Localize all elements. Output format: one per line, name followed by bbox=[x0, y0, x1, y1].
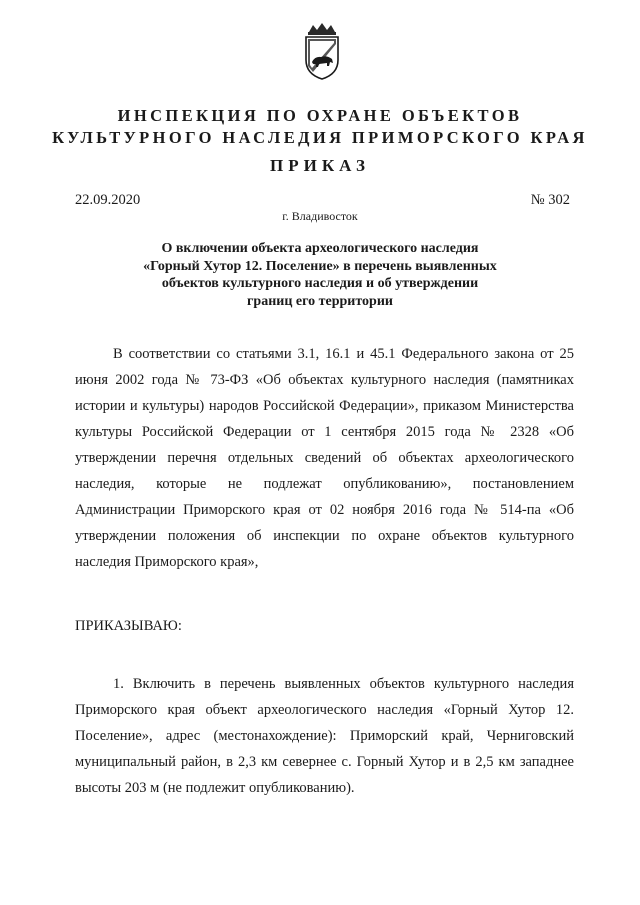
subject-line: объектов культурного наследия и об утверждении bbox=[161, 276, 479, 291]
document-subject bbox=[100, 240, 540, 310]
document-type-title: ПРИКАЗ bbox=[270, 156, 370, 175]
subject-line: границ его территории bbox=[247, 293, 393, 309]
coat-of-arms-icon bbox=[301, 22, 343, 80]
document-date: 22.09.2020 bbox=[75, 192, 141, 208]
preamble-paragraph: В соответствии со статьями 3.1, 16.1 и 45.1 Федерального закона от 25 июня 2002 года № 73-ФЗ «Об объектах культурного наследия (памятниках истории и культуры) народов Российской Федерации», приказом Министерства культуры Российской Федерации от 1 сентября 2015 года № 2328 «Об утверждении перечня отдельных сведений об объектах археологического наследия, которые не подлежат опубликованию», постановлением Администрации Приморского края от 02 ноября 2016 года № 514-па «Об утверждении положения об инспекции по охране объектов культурного наследия Приморского края», bbox=[75, 346, 574, 570]
subject-line: О включении объекта археологического наследия bbox=[161, 241, 479, 256]
order-item-1: 1. Включить в перечень выявленных объектов культурного наследия Приморского края объект археологического наследия «Горный Хутор 12. Поселение», адрес (местонахождение): Приморский край, Черниговский муниципальный район, в 2,3 км севернее с. Горный Хутор и в 2,5 км западнее высоты 203 м (не подлежит опубликованию). bbox=[75, 676, 574, 796]
subject-line: «Горный Хутор 12. Поселение» в перечень выявленных bbox=[143, 258, 497, 274]
document-city: г. Владивосток bbox=[282, 209, 358, 223]
order-keyword: ПРИКАЗЫВАЮ: bbox=[75, 618, 182, 634]
organization-name-line-1: ИНСПЕКЦИЯ ПО ОХРАНЕ ОБЪЕКТОВ bbox=[117, 106, 523, 125]
organization-name-line-2: КУЛЬТУРНОГО НАСЛЕДИЯ ПРИМОРСКОГО КРАЯ bbox=[52, 128, 588, 147]
document-number: № 302 bbox=[530, 192, 570, 208]
